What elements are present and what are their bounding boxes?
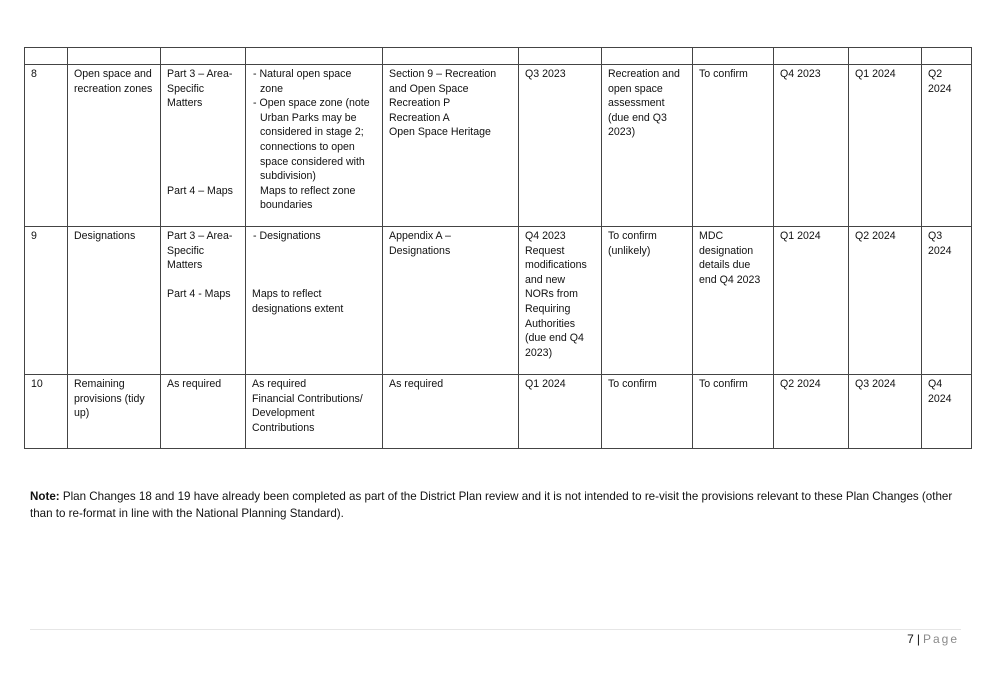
row-topic: Open space and recreation zones [68, 65, 161, 227]
page-separator: | [916, 632, 920, 646]
row-quarter-1: Q4 2023 [774, 65, 849, 227]
row-dependency-2: To confirm [693, 65, 774, 227]
provision-item: - Designations [253, 230, 321, 242]
row-provisions [246, 227, 383, 375]
row-number: 10 [25, 375, 68, 449]
provision-item: As required [252, 378, 307, 390]
footer-divider [30, 629, 961, 630]
row-sections: As required [383, 375, 519, 449]
row-quarter-1: Q2 2024 [774, 375, 849, 449]
row-timing: Q3 2023 [519, 65, 602, 227]
row-dependency-1: To confirm (unlikely) [602, 227, 693, 375]
table-header-row-empty [25, 48, 972, 65]
plan-change-schedule-table [24, 47, 972, 449]
row-topic: Designations [68, 227, 161, 375]
row-quarter-1: Q1 2024 [774, 227, 849, 375]
row-dependency-2: To confirm [693, 375, 774, 449]
provision-item: - Natural open space zone [253, 68, 352, 95]
page-word: Page [922, 632, 959, 646]
row-topic: Remaining provisions (tidy up) [68, 375, 161, 449]
row-provisions [246, 375, 383, 449]
table-row [25, 227, 972, 375]
provision-item: Maps to reflect zone boundaries [260, 184, 356, 212]
row-timing: Q1 2024 [519, 375, 602, 449]
row-parts [161, 227, 246, 375]
table-row [25, 65, 972, 227]
row-parts [161, 65, 246, 227]
row-sections: Appendix A – Designations [383, 227, 519, 375]
provision-item: Maps to reflect designations extent [252, 288, 344, 315]
row-sections: Section 9 – Recreation and Open Space Recreation P Recreation A Open Space Heritage [383, 65, 519, 227]
table-row [25, 375, 972, 449]
row-dependency-1: Recreation and open space assessment (due end Q3 2023) [602, 65, 693, 227]
row-quarter-3: Q2 2024 [922, 65, 972, 227]
row-number: 8 [25, 65, 68, 227]
page-number: 7 [907, 632, 914, 646]
row-quarter-2: Q1 2024 [849, 65, 922, 227]
row-dependency-2: MDC designation details due end Q4 2023 [693, 227, 774, 375]
note-label: Note: [30, 489, 60, 503]
row-parts: As required [161, 375, 246, 449]
row-provisions [246, 65, 383, 227]
note-paragraph [30, 488, 965, 522]
row-quarter-3: Q3 2024 [922, 227, 972, 375]
part-line: Part 3 – Area-Specific Matters [167, 230, 233, 272]
page-footer [907, 631, 959, 647]
row-number: 9 [25, 227, 68, 375]
row-quarter-2: Q2 2024 [849, 227, 922, 375]
row-quarter-3: Q4 2024 [922, 375, 972, 449]
row-dependency-1: To confirm [602, 375, 693, 449]
provision-item: - Open space zone (note Urban Parks may be considered in stage 2; connections to open space considered with subdivision) [253, 97, 370, 183]
note-text: Plan Changes 18 and 19 have already been completed as part of the District Plan review and it is not intended to re-visit the provisions relevant to these Plan Changes (other than to re-format in line with the National Planning Standard). [30, 489, 953, 520]
part-line: Part 3 – Area-Specific Matters [167, 68, 233, 110]
part-line: Part 4 - Maps [167, 288, 231, 301]
row-quarter-2: Q3 2024 [849, 375, 922, 449]
row-timing: Q4 2023 Request modifications and new NORs from Requiring Authorities (due end Q4 2023) [519, 227, 602, 375]
provision-item: Financial Contributions/ Development Contributions [252, 392, 363, 434]
part-line: Part 4 – Maps [167, 184, 233, 197]
